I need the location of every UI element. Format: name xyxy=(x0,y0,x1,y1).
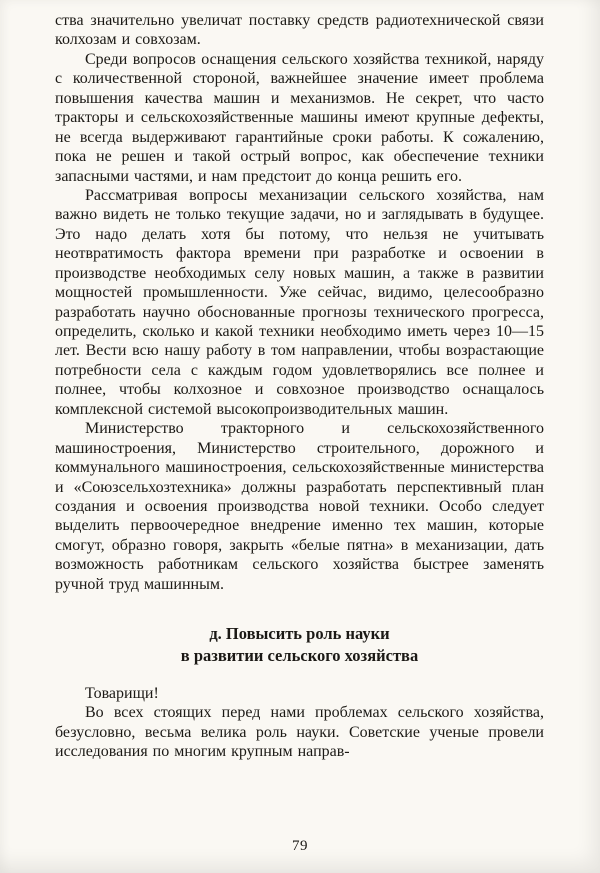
paragraph: Министерство тракторного и сельскохозяйственного машиностроения, Министерство строительного, дорожного и коммунального машиностроения, сельскохозяйственные министерства и «Союзсельхозтехника» должны разработать перспективный план создания и освоения производства новой техники. Особо следует выделить первоочередное внедрение именно тех машин, которые смогут, образно говоря, закрыть «белые пятна» в механизации, дать возможность работникам сельского хозяйства быстрее заменять ручной труд машинным. xyxy=(55,420,544,593)
section-heading-line1: д. Повысить роль науки xyxy=(209,624,390,644)
section-heading-line2: в развитии сельского хозяйства xyxy=(180,645,419,665)
paragraph: ства значительно увеличат поставку средств радиотехнической связи колхозам и совхозам. xyxy=(55,12,544,49)
paragraph: Во всех стоящих перед нами проблемах сельского хозяйства, безусловно, весьма велика роль науки. Советские ученые провели исследования по многим крупным направ- xyxy=(55,704,544,760)
section-heading xyxy=(55,623,544,667)
paragraph-salutation: Товарищи! xyxy=(85,684,159,702)
paragraph: Среди вопросов оснащения сельского хозяйства техникой, наряду с количественной стороной, важнейшее значение имеет проблема повышения качества машин и механизмов. Не секрет, что часто тракторы и сельскохозяйственные машины имеют крупные дефекты, не всегда выдерживают гарантийные сроки работы. К сожалению, пока не решен и такой острый вопрос, как обеспечение техники запасными частями, и нам предстоит до конца решить его. xyxy=(55,50,544,185)
page-number: 79 xyxy=(292,838,308,854)
paragraph: Рассматривая вопросы механизации сельского хозяйства, нам важно видеть не только текущие задачи, но и заглядывать в будущее. Это надо делать хотя бы потому, что нельзя не учитывать неотвратимость фактора времени при разработке и освоении в производстве необходимых селу новых машин, а также в развитии мощностей промышленности. Уже сейчас, видимо, целесообразно разработать научно обоснованные прогнозы технического прогресса, определить, сколько и какой техники необходимо иметь через 10—15 лет. Вести всю нашу работу в том направлении, чтобы возрастающие потребности села с каждым годом удовлетворялись все полнее и полнее, чтобы колхозное и совхозное производство оснащалось комплексной системой высокопроизводительных машин. xyxy=(55,186,544,418)
